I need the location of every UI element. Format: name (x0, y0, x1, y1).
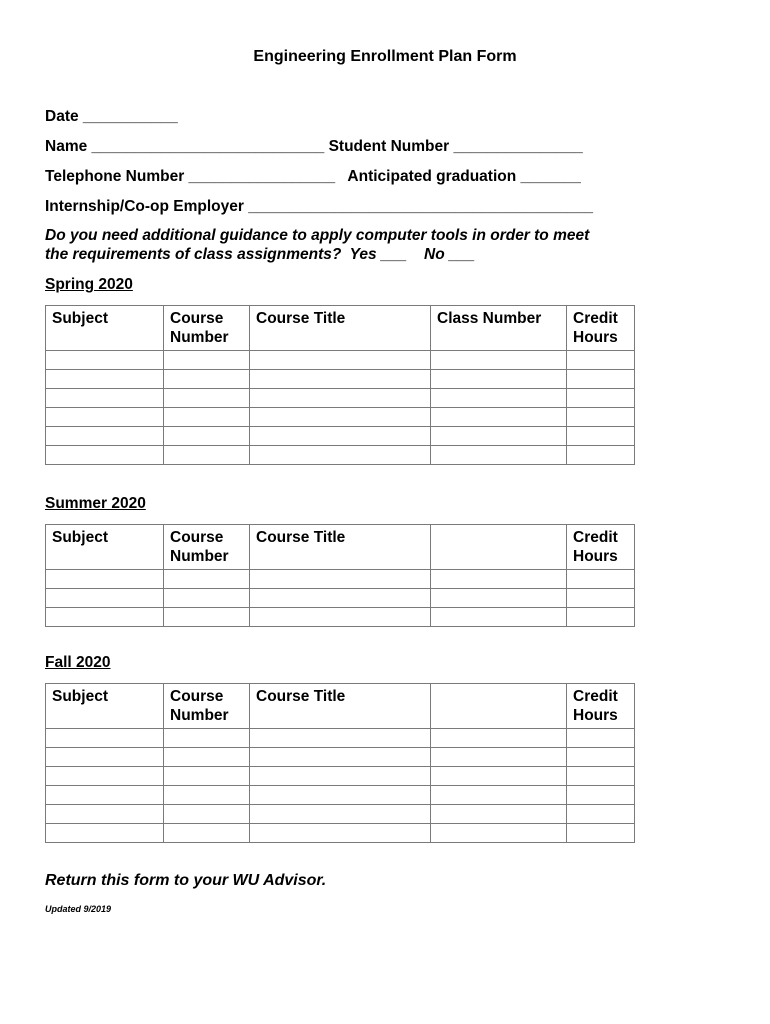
table-cell[interactable] (431, 589, 567, 608)
table-cell[interactable] (164, 351, 250, 370)
table-cell[interactable] (164, 589, 250, 608)
table-cell[interactable] (431, 351, 567, 370)
table-cell[interactable] (567, 805, 635, 824)
table-cell[interactable] (567, 370, 635, 389)
table-cell[interactable] (567, 389, 635, 408)
table-cell[interactable] (164, 570, 250, 589)
table-cell[interactable] (46, 351, 164, 370)
table-cell[interactable] (164, 786, 250, 805)
table-cell[interactable] (164, 805, 250, 824)
table-cell[interactable] (250, 748, 431, 767)
header-subject: Subject (46, 525, 164, 570)
table-cell[interactable] (431, 824, 567, 843)
table-cell[interactable] (567, 608, 635, 627)
header-class-number: Class Number (431, 306, 567, 351)
name-student-number-field: Name ___________________________ Student Number _______________ (45, 138, 583, 155)
table-cell[interactable] (250, 389, 431, 408)
table-cell[interactable] (567, 570, 635, 589)
table-row (46, 824, 635, 843)
table-cell[interactable] (164, 370, 250, 389)
spring-table (45, 305, 635, 465)
telephone-graduation-field: Telephone Number _________________ Anticipated graduation _______ (45, 168, 581, 185)
table-cell[interactable] (567, 786, 635, 805)
fall-table (45, 683, 635, 843)
spring-heading: Spring 2020 (45, 276, 133, 293)
table-cell[interactable] (250, 805, 431, 824)
table-cell[interactable] (431, 370, 567, 389)
table-cell[interactable] (431, 608, 567, 627)
header-course-title: Course Title (250, 684, 431, 729)
table-cell[interactable] (164, 767, 250, 786)
table-cell[interactable] (164, 608, 250, 627)
table-row (46, 748, 635, 767)
table-row (46, 608, 635, 627)
table-row (46, 570, 635, 589)
table-cell[interactable] (164, 408, 250, 427)
table-cell[interactable] (46, 427, 164, 446)
header-blank (431, 525, 567, 570)
table-cell[interactable] (431, 729, 567, 748)
table-cell[interactable] (250, 370, 431, 389)
table-cell[interactable] (46, 786, 164, 805)
table-row (46, 805, 635, 824)
header-credit-hours: Credit Hours (567, 684, 635, 729)
table-row (46, 370, 635, 389)
table-cell[interactable] (250, 786, 431, 805)
table-cell[interactable] (431, 786, 567, 805)
header-blank (431, 684, 567, 729)
form-title: Engineering Enrollment Plan Form (253, 48, 517, 65)
header-course-title: Course Title (250, 525, 431, 570)
table-cell[interactable] (250, 408, 431, 427)
table-cell[interactable] (567, 427, 635, 446)
table-cell[interactable] (431, 767, 567, 786)
table-cell[interactable] (46, 408, 164, 427)
table-cell[interactable] (431, 805, 567, 824)
table-cell[interactable] (250, 767, 431, 786)
fall-heading: Fall 2020 (45, 654, 111, 671)
table-cell[interactable] (46, 729, 164, 748)
header-credit-hours: Credit Hours (567, 306, 635, 351)
header-credit-hours: Credit Hours (567, 525, 635, 570)
table-cell[interactable] (250, 824, 431, 843)
table-cell[interactable] (164, 729, 250, 748)
table-row (46, 767, 635, 786)
header-course-number: Course Number (164, 525, 250, 570)
summer-table (45, 524, 635, 627)
table-cell[interactable] (567, 351, 635, 370)
table-cell[interactable] (46, 767, 164, 786)
table-cell[interactable] (567, 408, 635, 427)
table-cell[interactable] (250, 427, 431, 446)
table-cell[interactable] (164, 427, 250, 446)
table-row (46, 408, 635, 427)
table-cell[interactable] (431, 446, 567, 465)
table-row (46, 427, 635, 446)
table-cell[interactable] (567, 767, 635, 786)
table-cell[interactable] (46, 824, 164, 843)
guidance-question-line1: Do you need additional guidance to apply computer tools in order to meet (45, 227, 590, 244)
table-cell[interactable] (250, 608, 431, 627)
table-cell[interactable] (431, 389, 567, 408)
table-cell[interactable] (250, 570, 431, 589)
table-cell[interactable] (567, 446, 635, 465)
table-cell[interactable] (567, 824, 635, 843)
header-subject: Subject (46, 306, 164, 351)
header-course-number: Course Number (164, 684, 250, 729)
table-cell[interactable] (431, 408, 567, 427)
table-cell[interactable] (567, 748, 635, 767)
header-subject: Subject (46, 684, 164, 729)
date-field: Date ___________ (45, 108, 178, 125)
table-cell[interactable] (164, 389, 250, 408)
table-row (46, 729, 635, 748)
table-cell[interactable] (431, 427, 567, 446)
table-cell[interactable] (567, 729, 635, 748)
header-course-number: Course Number (164, 306, 250, 351)
table-cell[interactable] (250, 589, 431, 608)
table-cell[interactable] (46, 389, 164, 408)
table-row (46, 589, 635, 608)
table-cell[interactable] (46, 608, 164, 627)
table-cell[interactable] (46, 446, 164, 465)
table-cell[interactable] (250, 729, 431, 748)
table-row (46, 786, 635, 805)
table-cell[interactable] (250, 446, 431, 465)
table-cell[interactable] (431, 748, 567, 767)
summer-heading: Summer 2020 (45, 495, 146, 512)
table-row (46, 389, 635, 408)
guidance-question-line2: the requirements of class assignments? Yes ___ No ___ (45, 246, 475, 263)
updated-date: Updated 9/2019 (45, 904, 112, 914)
table-cell[interactable] (46, 589, 164, 608)
table-row (46, 351, 635, 370)
table-cell[interactable] (567, 589, 635, 608)
header-course-title: Course Title (250, 306, 431, 351)
table-cell[interactable] (46, 370, 164, 389)
table-cell[interactable] (164, 748, 250, 767)
return-instruction: Return this form to your WU Advisor. (45, 872, 327, 889)
table-cell[interactable] (164, 824, 250, 843)
employer-field: Internship/Co-op Employer ________________________________________ (45, 198, 594, 215)
table-row (46, 446, 635, 465)
table-cell[interactable] (250, 351, 431, 370)
table-cell[interactable] (164, 446, 250, 465)
table-cell[interactable] (46, 570, 164, 589)
table-cell[interactable] (431, 570, 567, 589)
table-cell[interactable] (46, 805, 164, 824)
table-cell[interactable] (46, 748, 164, 767)
